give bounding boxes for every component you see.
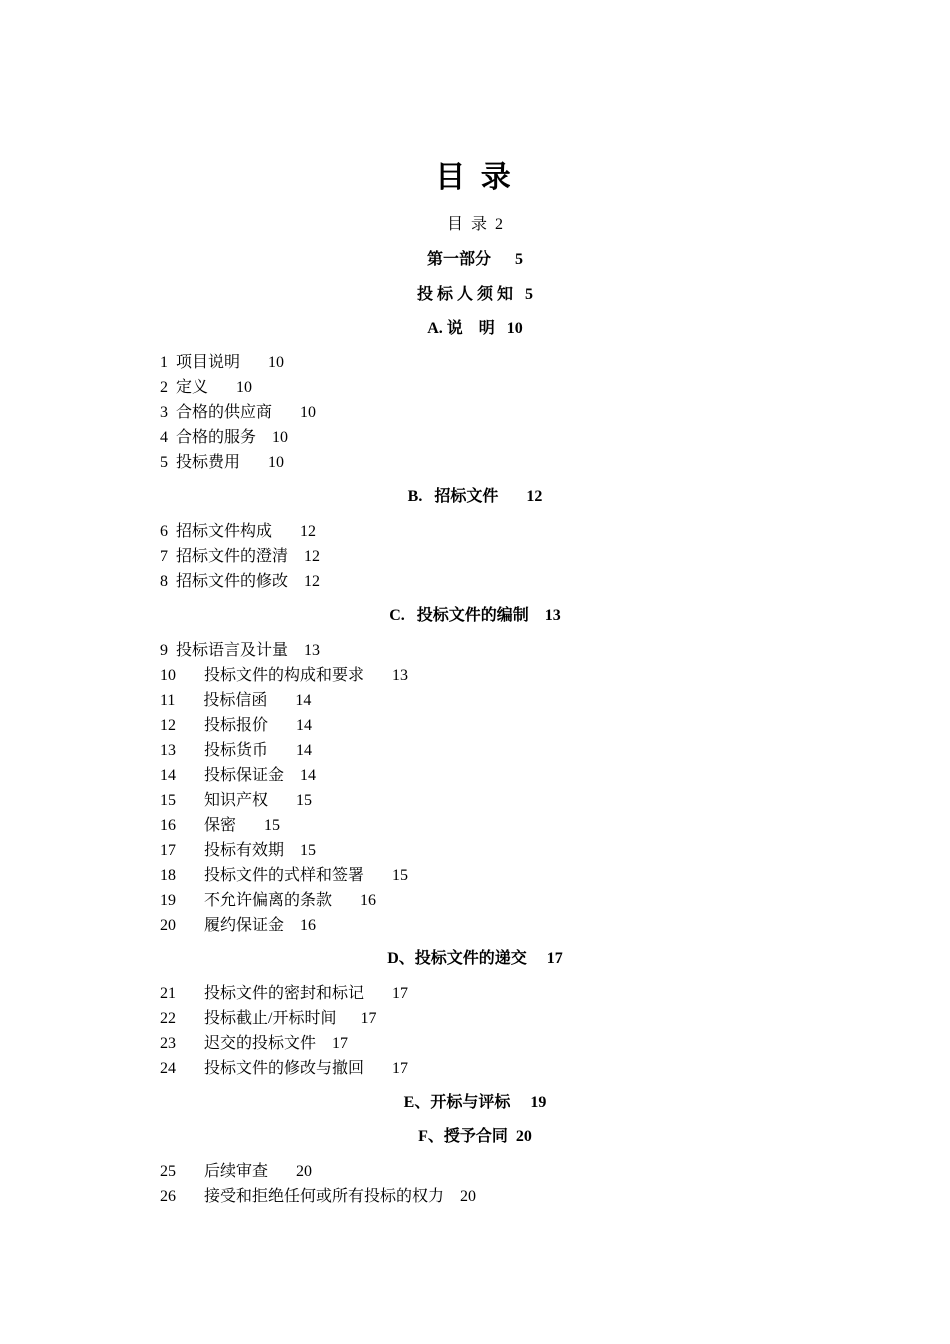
toc-item[interactable]: 4 合格的服务 10: [160, 429, 289, 446]
toc-section-e[interactable]: E、开标与评标 19: [403, 1094, 547, 1111]
toc-item[interactable]: 25 后续审查 20: [160, 1163, 313, 1180]
toc-item[interactable]: 13 投标货币 14: [160, 742, 313, 759]
toc-section-b[interactable]: B. 招标文件 12: [407, 488, 543, 505]
toc-item[interactable]: 17 投标有效期 15: [160, 842, 317, 859]
toc-section-a[interactable]: A. 说 明 10: [427, 320, 523, 337]
page-title: 目 录: [435, 161, 515, 194]
toc-entry-bidder-notice[interactable]: 投 标 人 须 知 5: [416, 286, 533, 303]
toc-item[interactable]: 12 投标报价 14: [160, 717, 313, 734]
toc-section-c[interactable]: C. 投标文件的编制 13: [389, 607, 561, 624]
toc-item[interactable]: 8 招标文件的修改 12: [160, 573, 321, 590]
toc-item[interactable]: 18 投标文件的式样和签署 15: [160, 867, 409, 884]
toc-item[interactable]: 1 项目说明 10: [160, 354, 285, 371]
toc-item[interactable]: 21 投标文件的密封和标记 17: [160, 985, 409, 1002]
toc-item[interactable]: 14 投标保证金 14: [160, 767, 317, 784]
toc-entry-contents[interactable]: 目 录 2: [446, 216, 503, 233]
toc-entry-part-one[interactable]: 第一部分 5: [426, 251, 523, 268]
toc-item[interactable]: 7 招标文件的澄清 12: [160, 548, 321, 565]
toc-item[interactable]: 5 投标费用 10: [160, 454, 285, 471]
toc-item[interactable]: 20 履约保证金 16: [160, 917, 317, 934]
toc-item[interactable]: 6 招标文件构成 12: [160, 523, 317, 540]
toc-item[interactable]: 2 定义 10: [160, 379, 253, 396]
toc-item[interactable]: 15 知识产权 15: [160, 792, 313, 809]
toc-section-f[interactable]: F、授予合同 20: [418, 1128, 532, 1145]
toc-item[interactable]: 23 迟交的投标文件 17: [160, 1035, 349, 1052]
toc-item[interactable]: 19 不允许偏离的条款 16: [160, 892, 377, 909]
toc-item[interactable]: 11 投标信函 14: [160, 692, 312, 709]
toc-item[interactable]: 3 合格的供应商 10: [160, 404, 317, 421]
toc-item[interactable]: 26 接受和拒绝任何或所有投标的权力 20: [160, 1188, 477, 1205]
toc-item[interactable]: 10 投标文件的构成和要求 13: [160, 667, 409, 684]
toc-item[interactable]: 16 保密 15: [160, 817, 281, 834]
toc-section-d[interactable]: D、投标文件的递交 17: [387, 950, 563, 967]
toc-item[interactable]: 9 投标语言及计量 13: [160, 642, 321, 659]
toc-item[interactable]: 22 投标截止/开标时间 17: [160, 1010, 377, 1027]
toc-item[interactable]: 24 投标文件的修改与撤回 17: [160, 1060, 409, 1077]
